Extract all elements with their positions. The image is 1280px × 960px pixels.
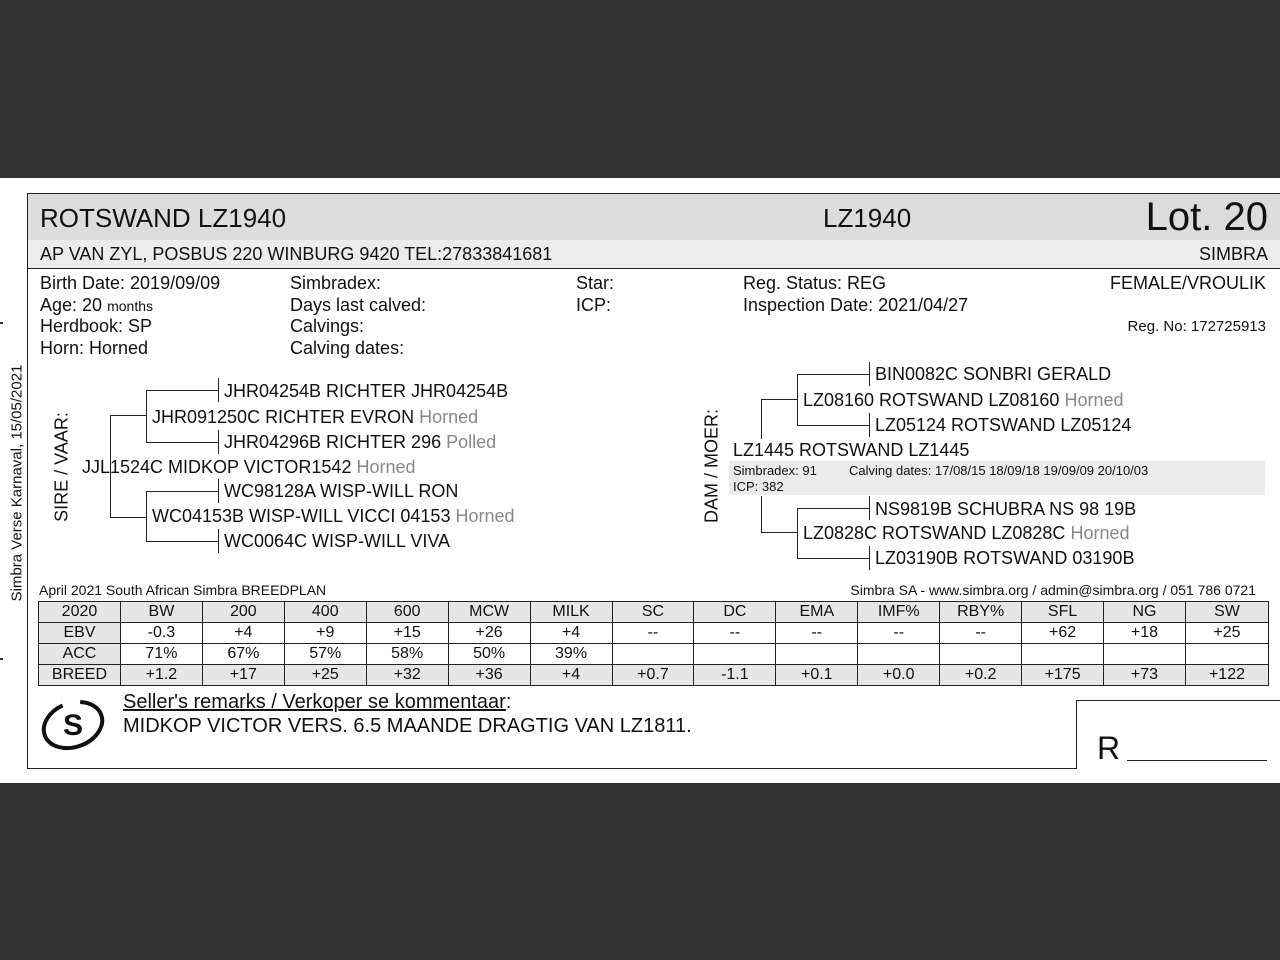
pedigree-line (146, 390, 147, 442)
ebv-cell: +17 (202, 665, 284, 686)
pedigree-line (146, 491, 218, 492)
ebv-cell: 200 (202, 602, 284, 623)
herdbook: Herdbook: SP (40, 316, 153, 336)
age-value: Age: 20 (40, 295, 103, 315)
sire-sire-sire: JHR04254B RICHTER JHR04254B (224, 381, 509, 401)
pedigree-line (218, 529, 219, 553)
sire-sire-dam-name: JHR04296B RICHTER 296 (224, 432, 442, 452)
ebv-cell: +62 (1022, 623, 1104, 644)
sire-name: JJL1524C MIDKOP VICTOR1542 (82, 457, 352, 477)
ebv-cell: -- (776, 623, 858, 644)
dam-dam-horn: Horned (1070, 523, 1130, 543)
icp: ICP: (576, 295, 612, 315)
ebv-cell (1185, 644, 1268, 665)
ebv-cell: DC (694, 602, 776, 623)
reg-number: Reg. No: 172725913 (1127, 318, 1266, 335)
animal-id: LZ1940 (823, 203, 912, 233)
ebv-cell: SFL (1022, 602, 1104, 623)
dam-dam-sire: NS9819B SCHUBRA NS 98 19B (875, 499, 1137, 519)
contact-caption: Simbra SA - www.simbra.org / admin@simbra.org / 051 786 0721 (850, 582, 1256, 598)
sire-sire (152, 407, 478, 428)
pedigree-line (761, 532, 797, 533)
ebv-cell: -- (858, 623, 940, 644)
ebv-cell: +0.1 (776, 665, 858, 686)
ebv-cell: +0.7 (612, 665, 694, 686)
ebv-cell (694, 644, 776, 665)
ebv-cell: +15 (366, 623, 448, 644)
sire-sire-dam-horn: Polled (446, 432, 497, 452)
horn-status: Horn: Horned (40, 338, 149, 358)
sire (82, 457, 416, 478)
pedigree-line (797, 374, 869, 375)
logo-letter: S (62, 709, 84, 742)
dam-icp: ICP: 382 (733, 479, 784, 494)
pedigree-line (797, 508, 798, 558)
side-tick (0, 322, 3, 324)
pedigree-line (797, 508, 869, 509)
sex: FEMALE/VROULIK (1109, 273, 1266, 293)
calving-dates: Calving dates: (290, 338, 405, 358)
age-unit: months (107, 298, 153, 314)
pedigree-line (761, 496, 762, 533)
pedigree-line (218, 378, 219, 402)
price-line[interactable] (1127, 760, 1267, 761)
ebv-cell: BREED (39, 665, 121, 686)
owner-info: AP VAN ZYL, POSBUS 220 WINBURG 9420 TEL:27833841681 (40, 244, 553, 264)
dam-sire-sire: BIN0082C SONBRI GERALD (875, 364, 1112, 384)
dam-dam-dam: LZ03190B ROTSWAND 03190B (875, 548, 1135, 568)
pedigree-line (146, 541, 218, 542)
side-tick (0, 658, 3, 660)
ebv-cell: 67% (202, 644, 284, 665)
reg-status: Reg. Status: REG (743, 273, 887, 293)
breedplan-caption: April 2021 South African Simbra BREEDPLAN (39, 582, 327, 598)
dam-simbradex: Simbradex: 91 (733, 463, 817, 478)
sire-dam-name: WC04153B WISP-WILL VICCI 04153 (152, 506, 451, 526)
pedigree-line (146, 390, 218, 391)
breed-name: SIMBRA (1198, 244, 1268, 264)
pedigree-line (218, 430, 219, 454)
pedigree-line (869, 362, 870, 386)
ebv-cell: -- (940, 623, 1022, 644)
owner-bar (27, 240, 1280, 269)
birth-date: Birth Date: 2019/09/09 (40, 273, 221, 293)
ebv-cell: ACC (39, 644, 121, 665)
ebv-cell: +0.2 (940, 665, 1022, 686)
ebv-cell: 600 (366, 602, 448, 623)
ebv-cell: -- (612, 623, 694, 644)
dam-dam-name: LZ0828C ROTSWAND LZ0828C (803, 523, 1066, 543)
ebv-cell: +26 (448, 623, 530, 644)
dam-sire-dam: LZ05124 ROTSWAND LZ05124 (875, 415, 1132, 435)
dam: LZ1445 ROTSWAND LZ1445 (733, 440, 970, 460)
ebv-table (38, 601, 1269, 686)
ebv-cell (1022, 644, 1104, 665)
ebv-cell: NG (1104, 602, 1186, 623)
remarks-title-text: Seller's remarks / Verkoper se kommentaar (123, 691, 506, 713)
pedigree-line (869, 496, 870, 520)
ebv-row (39, 665, 1269, 686)
header-bar (27, 193, 1280, 241)
side-caption: Simbra Verse Karnaval, 15/05/2021 (8, 364, 26, 602)
ebv-row (39, 644, 1269, 665)
ebv-cell: 50% (448, 644, 530, 665)
pedigree-line (797, 558, 869, 559)
ebv-cell: +18 (1104, 623, 1186, 644)
ebv-cell: +175 (1022, 665, 1104, 686)
ebv-cell: -- (694, 623, 776, 644)
ebv-cell: +32 (366, 665, 448, 686)
sire-sire-name: JHR091250C RICHTER EVRON (152, 407, 415, 427)
ebv-cell: EBV (39, 623, 121, 644)
ebv-cell: +9 (284, 623, 366, 644)
sire-label: SIRE / VAAR: (51, 412, 72, 522)
ebv-cell: 2020 (39, 602, 121, 623)
ebv-cell: MILK (530, 602, 612, 623)
pedigree-line (146, 491, 147, 542)
ebv-cell (776, 644, 858, 665)
ebv-cell: +73 (1104, 665, 1186, 686)
pedigree-line (797, 374, 798, 425)
ebv-cell: MCW (448, 602, 530, 623)
ebv-cell: +1.2 (120, 665, 202, 686)
ebv-cell: +122 (1185, 665, 1268, 686)
ebv-row (39, 623, 1269, 644)
calvings: Calvings: (290, 316, 365, 336)
ebv-cell: RBY% (940, 602, 1022, 623)
ebv-cell: 71% (120, 644, 202, 665)
ebv-cell (858, 644, 940, 665)
days-last-calved: Days last calved: (290, 295, 427, 315)
sire-horn: Horned (356, 457, 416, 477)
sire-dam-sire: WC98128A WISP-WILL RON (224, 481, 459, 501)
remarks-colon: : (505, 691, 512, 713)
ebv-cell (940, 644, 1022, 665)
ebv-cell: SW (1185, 602, 1268, 623)
dam-sire (803, 390, 1124, 411)
inspection-date: Inspection Date: 2021/04/27 (743, 295, 969, 315)
simbradex: Simbradex: (290, 273, 382, 293)
ebv-cell: SC (612, 602, 694, 623)
pedigree-line (110, 517, 146, 518)
sire-dam-dam: WC0064C WISP-WILL VIVA (224, 531, 451, 551)
sire-sire-horn: Horned (419, 407, 479, 427)
ebv-cell: -0.3 (120, 623, 202, 644)
age (40, 295, 153, 316)
ebv-cell: +36 (448, 665, 530, 686)
dam-sire-name: LZ08160 ROTSWAND LZ08160 (803, 390, 1060, 410)
sire-dam (152, 506, 515, 527)
pedigree-line (146, 442, 218, 443)
ebv-cell: +4 (530, 665, 612, 686)
ebv-cell (1104, 644, 1186, 665)
remarks-title (123, 691, 511, 714)
ebv-header-row (39, 602, 1269, 623)
dam-calving-dates: Calving dates: 17/08/15 18/09/18 19/09/09 20/10/03 (849, 463, 1149, 478)
remarks-text: MIDKOP VICTOR VERS. 6.5 MAANDE DRAGTIG VAN LZ1811. (123, 715, 692, 737)
ebv-cell (612, 644, 694, 665)
ebv-cell: 57% (284, 644, 366, 665)
dam-dam (803, 523, 1130, 544)
pedigree-line (797, 425, 869, 426)
ebv-cell: +4 (530, 623, 612, 644)
pedigree-line (761, 399, 797, 400)
pedigree-line (869, 413, 870, 437)
lot-number: Lot. 20 (1145, 195, 1268, 239)
ebv-cell: +0.0 (858, 665, 940, 686)
dam-label: DAM / MOER: (701, 408, 722, 524)
pedigree-line (218, 479, 219, 503)
ebv-cell: 400 (284, 602, 366, 623)
ebv-cell: 58% (366, 644, 448, 665)
pedigree-line (110, 415, 146, 416)
ebv-cell: 39% (530, 644, 612, 665)
pedigree-line (869, 546, 870, 570)
sire-sire-dam (224, 432, 496, 453)
dam-sire-horn: Horned (1064, 390, 1124, 410)
ebv-cell: EMA (776, 602, 858, 623)
animal-name: ROTSWAND LZ1940 (40, 203, 287, 233)
ebv-cell: IMF% (858, 602, 940, 623)
star: Star: (576, 273, 615, 293)
ebv-cell: +25 (284, 665, 366, 686)
price-prefix: R (1097, 730, 1121, 766)
ebv-cell: +4 (202, 623, 284, 644)
simbra-logo-icon (40, 698, 106, 752)
ebv-cell: BW (120, 602, 202, 623)
sire-dam-horn: Horned (455, 506, 515, 526)
ebv-cell: -1.1 (694, 665, 776, 686)
pedigree-line (761, 399, 762, 439)
ebv-cell: +25 (1185, 623, 1268, 644)
